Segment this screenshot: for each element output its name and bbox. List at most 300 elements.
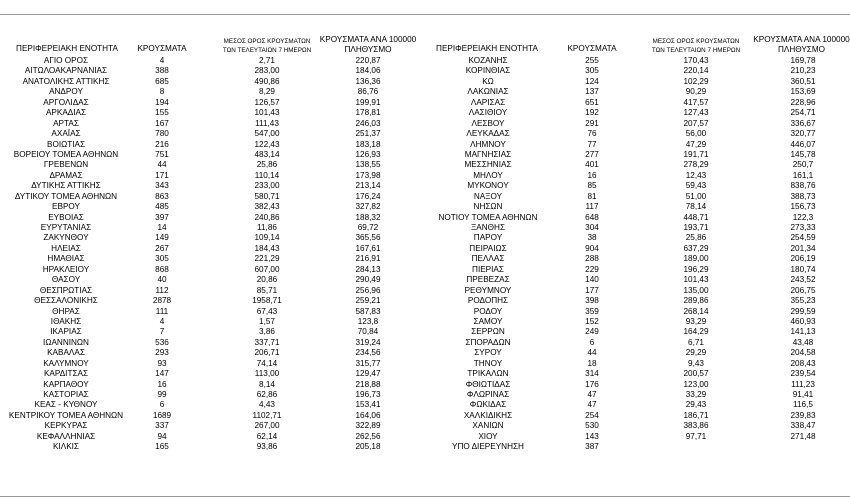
left-cases-value: 155	[155, 108, 169, 118]
right-per100k-value: 446,07	[790, 139, 816, 149]
left-cases-value: 16	[157, 379, 167, 389]
right-avg-7day-value: 33,29	[685, 390, 707, 399]
left-per100k-value: 290,49	[355, 275, 381, 285]
table-row	[0, 390, 850, 400]
right-avg-7day-value: 6,71	[688, 337, 704, 347]
left-per100k-value: 188,32	[355, 212, 381, 222]
left-per100k-value: 69,72	[357, 223, 379, 232]
right-cases-value: 651	[585, 97, 599, 107]
header-avg-right	[637, 37, 755, 55]
right-region-name: ΧΙΟΥ	[478, 431, 498, 441]
table-row	[0, 380, 850, 390]
right-per100k-value: 122,3	[792, 212, 814, 222]
right-region-name: ΜΗΛΟΥ	[473, 170, 503, 180]
right-region-name: ΠΙΕΡΙΑΣ	[472, 264, 504, 274]
right-per100k-value: 210,23	[790, 66, 816, 76]
table-row	[0, 223, 850, 233]
right-region-name: ΧΑΛΚΙΔΙΚΗΣ	[463, 410, 513, 420]
table-row	[0, 338, 850, 348]
left-cases-value: 149	[155, 233, 169, 243]
left-region-name: ΘΗΡΑΣ	[52, 306, 80, 316]
right-cases-value: 314	[585, 369, 599, 379]
right-avg-7day-value: 448,71	[683, 212, 709, 222]
left-avg-7day-value: 20,86	[256, 275, 278, 285]
table-row	[0, 411, 850, 421]
left-per100k-value: 246,03	[355, 118, 381, 128]
left-per100k-value: 167,61	[355, 243, 381, 253]
left-avg-7day-value: 1958,71	[252, 296, 282, 306]
right-region-name: ΚΟΖΑΝΗΣ	[468, 56, 508, 65]
left-per100k-value: 199,91	[355, 97, 381, 107]
table-row	[0, 77, 850, 87]
left-cases-value: 94	[157, 431, 167, 441]
right-cases-value: 305	[585, 66, 599, 76]
left-avg-7day-value: 580,71	[254, 191, 280, 201]
left-cases-value: 6	[159, 400, 165, 410]
left-per100k-value: 259,21	[355, 296, 381, 306]
right-per100k-value: 153,69	[790, 87, 816, 97]
right-per100k-value: 338,47	[790, 421, 816, 431]
left-cases-value: 4	[159, 56, 165, 65]
left-per100k-value: 173,98	[355, 170, 381, 180]
left-per100k-value: 153,41	[355, 400, 381, 410]
right-cases-value: 176	[585, 379, 599, 389]
right-region-name: ΜΕΣΣΗΝΙΑΣ	[464, 160, 512, 170]
left-cases-value: 40	[157, 275, 167, 285]
left-avg-7day-value: 25,86	[256, 160, 278, 170]
left-avg-7day-value: 109,14	[254, 233, 280, 243]
left-cases-value: 14	[157, 223, 167, 232]
left-region-name: ΚΕΝΤΡΙΚΟΥ ΤΟΜΕΑ ΑΘΗΝΩΝ	[8, 410, 124, 420]
left-region-name: ΙΩΑΝΝΙΝΩΝ	[43, 337, 89, 347]
right-cases-value: 76	[587, 129, 597, 139]
right-cases-value: 140	[585, 275, 599, 285]
left-region-name: ΚΑΡΔΙΤΣΑΣ	[43, 369, 89, 379]
left-region-name: ΔΥΤΙΚΟΥ ΤΟΜΕΑ ΑΘΗΝΩΝ	[14, 191, 118, 201]
table-row	[0, 307, 850, 317]
right-per100k-value: 360,51	[790, 76, 816, 86]
left-region-name: ΓΡΕΒΕΝΩΝ	[43, 160, 89, 170]
left-avg-7day-value: 8,14	[259, 379, 275, 389]
right-avg-7day-value: 29,43	[685, 400, 707, 410]
header-region-right: ΠΕΡΙΦΕΡΕΙΑΚΗ ΕΝΟΤΗΤΑ	[436, 44, 538, 53]
left-per100k-value: 251,37	[355, 129, 381, 139]
header-cases-right: ΚΡΟΥΣΜΑΤΑ	[567, 44, 617, 53]
right-avg-7day-value: 9,43	[688, 358, 704, 368]
left-avg-7day-value: 74,14	[256, 358, 278, 368]
right-per100k-value: 254,71	[790, 108, 816, 118]
left-region-name: ΚΕΑΣ - ΚΥΘΝΟΥ	[34, 400, 98, 410]
right-per100k-value: 838,76	[790, 181, 816, 191]
right-avg-7day-value: 289,86	[683, 296, 709, 306]
right-per100k-value: 206,19	[790, 254, 816, 264]
table-row	[0, 296, 850, 306]
right-cases-value: 255	[585, 56, 599, 65]
right-per100k-value: 388,73	[790, 191, 816, 201]
right-per100k-value: 299,59	[790, 306, 816, 316]
right-avg-7day-value: 47,29	[685, 139, 707, 149]
table-row	[0, 254, 850, 264]
right-per100k-value: 180,74	[790, 264, 816, 274]
left-avg-7day-value: 490,86	[254, 76, 280, 86]
left-region-name: ΑΡΚΑΔΙΑΣ	[45, 108, 87, 118]
left-cases-value: 8	[159, 87, 165, 97]
right-avg-7day-value: 127,43	[683, 108, 709, 118]
left-cases-value: 337	[155, 421, 169, 431]
left-cases-value: 4	[159, 316, 165, 326]
header-avg-left	[208, 37, 326, 55]
right-region-name: ΡΟΔΟΥ	[473, 306, 503, 316]
left-avg-7day-value: 62,86	[256, 390, 278, 399]
left-per100k-value: 70,84	[357, 327, 379, 337]
table-row	[0, 244, 850, 254]
right-avg-7day-value: 97,71	[685, 431, 707, 441]
table-row	[0, 202, 850, 212]
right-region-name: ΜΥΚΟΝΟΥ	[467, 181, 509, 191]
right-region-name: ΝΑΞΟΥ	[473, 191, 503, 201]
table-row	[0, 369, 850, 379]
right-per100k-value: 145,78	[790, 149, 816, 159]
left-per100k-value: 196,73	[355, 390, 381, 399]
right-cases-value: 288	[585, 254, 599, 264]
right-region-name: ΛΑΣΙΘΙΟΥ	[468, 108, 508, 118]
left-avg-7day-value: 221,29	[254, 254, 280, 264]
right-per100k-value: 161,1	[792, 170, 814, 180]
left-avg-7day-value: 483,14	[254, 149, 280, 159]
right-cases-value: 77	[587, 139, 597, 149]
header-per100k-right	[753, 35, 850, 55]
right-avg-7day-value: 101,43	[683, 275, 709, 285]
left-per100k-value: 284,13	[355, 264, 381, 274]
left-per100k-value: 136,36	[355, 76, 381, 86]
right-per100k-value: 239,83	[790, 410, 816, 420]
right-cases-value: 152	[585, 316, 599, 326]
header-per100k-left	[318, 35, 418, 55]
right-avg-7day-value: 637,29	[683, 243, 709, 253]
right-region-name: ΛΕΣΒΟΥ	[471, 118, 505, 128]
left-avg-7day-value: 184,43	[254, 243, 280, 253]
left-region-name: ΙΘΑΚΗΣ	[50, 316, 82, 326]
left-per100k-value: 213,14	[355, 181, 381, 191]
right-per100k-value: 460,93	[790, 316, 816, 326]
right-per100k-value: 204,58	[790, 348, 816, 358]
left-avg-7day-value: 337,71	[254, 337, 280, 347]
left-avg-7day-value: 267,00	[254, 421, 280, 431]
right-region-name: ΣΕΡΡΩΝ	[471, 327, 505, 337]
left-region-name: ΑΧΑΪΑΣ	[51, 129, 81, 139]
right-avg-7day-value: 123,00	[683, 379, 709, 389]
right-avg-7day-value: 56,00	[685, 129, 707, 139]
left-cases-value: 147	[155, 369, 169, 379]
right-avg-7day-value: 220,14	[683, 66, 709, 76]
right-cases-value: 304	[585, 223, 599, 232]
left-region-name: ΙΚΑΡΙΑΣ	[50, 327, 82, 337]
right-avg-7day-value: 200,57	[683, 369, 709, 379]
right-cases-value: 249	[585, 327, 599, 337]
right-per100k-value: 320,77	[790, 129, 816, 139]
table-row	[0, 442, 850, 452]
left-cases-value: 343	[155, 181, 169, 191]
left-per100k-value: 587,83	[355, 306, 381, 316]
left-cases-value: 267	[155, 243, 169, 253]
left-per100k-value: 315,77	[355, 358, 381, 368]
table-row	[0, 265, 850, 275]
right-avg-7day-value: 12,43	[685, 170, 707, 180]
right-region-name: ΣΠΟΡΑΔΩΝ	[465, 337, 511, 347]
right-region-name: ΚΩ	[482, 76, 494, 86]
table-row	[0, 400, 850, 410]
left-avg-7day-value: 4,43	[259, 400, 275, 410]
left-avg-7day-value: 85,71	[256, 285, 278, 295]
right-cases-value: 530	[585, 421, 599, 431]
left-region-name: ΑΝΑΤΟΛΙΚΗΣ ΑΤΤΙΚΗΣ	[22, 76, 110, 86]
right-region-name: ΠΕΛΛΑΣ	[471, 254, 505, 264]
right-per100k-value: 201,34	[790, 243, 816, 253]
right-cases-value: 291	[585, 118, 599, 128]
left-per100k-value: 327,82	[355, 202, 381, 212]
left-avg-7day-value: 62,14	[256, 431, 278, 441]
left-per100k-value: 216,91	[355, 254, 381, 264]
right-region-name: ΠΡΕΒΕΖΑΣ	[466, 275, 510, 285]
left-cases-value: 780	[155, 129, 169, 139]
right-cases-value: 85	[587, 181, 597, 191]
table-row	[0, 171, 850, 181]
right-avg-7day-value: 102,29	[683, 76, 709, 86]
right-per100k-value: 208,43	[790, 358, 816, 368]
right-per100k-value: 43,48	[792, 337, 814, 347]
left-avg-7day-value: 3,86	[259, 327, 275, 337]
table-row	[0, 275, 850, 285]
left-per100k-value: 205,18	[355, 442, 381, 452]
right-per100k-value: 206,75	[790, 285, 816, 295]
left-avg-7day-value: 1102,71	[252, 410, 282, 420]
left-cases-value: 685	[155, 76, 169, 86]
left-region-name: ΖΑΚΥΝΘΟΥ	[43, 233, 89, 243]
left-avg-7day-value: 67,43	[256, 306, 278, 316]
right-cases-value: 254	[585, 410, 599, 420]
right-per100k-value: 91,41	[792, 390, 814, 399]
left-region-name: ΚΕΡΚΥΡΑΣ	[44, 421, 88, 431]
top-rule	[0, 14, 850, 15]
left-avg-7day-value: 547,00	[254, 129, 280, 139]
table-row	[0, 359, 850, 369]
table-row	[0, 317, 850, 327]
right-per100k-value: 111,23	[791, 379, 815, 389]
table-row	[0, 432, 850, 442]
left-region-name: ΘΕΣΣΑΛΟΝΙΚΗΣ	[34, 296, 98, 306]
left-avg-7day-value: 8,29	[259, 87, 275, 97]
right-avg-7day-value: 135,00	[683, 285, 709, 295]
right-cases-value: 38	[587, 233, 597, 243]
left-region-name: ΗΡΑΚΛΕΙΟΥ	[42, 264, 90, 274]
right-region-name: ΜΑΓΝΗΣΙΑΣ	[464, 149, 512, 159]
left-cases-value: 216	[155, 139, 169, 149]
header-per100k-left-line1: ΚΡΟΥΣΜΑΤΑ ΑΝΑ 100000	[319, 35, 417, 44]
right-region-name: ΤΗΝΟΥ	[473, 358, 503, 368]
right-region-name: ΡΟΔΟΠΗΣ	[467, 296, 509, 306]
right-cases-value: 44	[587, 348, 597, 358]
right-avg-7day-value: 164,29	[683, 327, 709, 337]
right-avg-7day-value: 93,29	[685, 316, 707, 326]
right-region-name: ΧΑΝΙΩΝ	[472, 421, 504, 431]
left-region-name: ΔΥΤΙΚΗΣ ΑΤΤΙΚΗΣ	[31, 181, 101, 191]
table-row	[0, 119, 850, 129]
right-region-name: ΦΩΚΙΔΑΣ	[469, 400, 507, 410]
table-row	[0, 98, 850, 108]
right-region-name: ΛΕΥΚΑΔΑΣ	[466, 129, 510, 139]
left-region-name: ΘΕΣΠΡΩΤΙΑΣ	[39, 285, 93, 295]
left-region-name: ΔΡΑΜΑΣ	[49, 170, 83, 180]
header-avg-right-line2: ΤΩΝ ΤΕΛΕΥΤΑΙΩΝ 7 ΗΜΕΡΩΝ	[651, 47, 741, 54]
right-per100k-value: 239,54	[790, 369, 816, 379]
right-per100k-value: 254,59	[790, 233, 816, 243]
left-avg-7day-value: 93,86	[256, 442, 278, 452]
right-cases-value: 648	[585, 212, 599, 222]
left-per100k-value: 176,24	[355, 191, 381, 201]
table-row	[0, 140, 850, 150]
table-row	[0, 160, 850, 170]
right-per100k-value: 169,78	[790, 56, 816, 65]
left-cases-value: 868	[155, 264, 169, 274]
header-avg-right-line1: ΜΕΣΟΣ ΟΡΟΣ ΚΡΟΥΣΜΑΤΩΝ	[652, 38, 740, 45]
left-region-name: ΚΑΒΑΛΑΣ	[47, 348, 85, 358]
right-per100k-value: 228,96	[790, 97, 816, 107]
left-region-name: ΑΡΤΑΣ	[53, 118, 79, 128]
right-cases-value: 904	[585, 243, 599, 253]
right-per100k-value: 355,23	[790, 296, 816, 306]
right-cases-value: 359	[585, 306, 599, 316]
header-avg-left-line1: ΜΕΣΟΣ ΟΡΟΣ ΚΡΟΥΣΜΑΤΩΝ	[223, 38, 311, 45]
table-row	[0, 192, 850, 202]
table-row	[0, 286, 850, 296]
left-region-name: ΚΑΛΥΜΝΟΥ	[43, 358, 89, 368]
left-avg-7day-value: 122,43	[254, 139, 280, 149]
left-per100k-value: 234,56	[355, 348, 381, 358]
left-region-name: ΕΥΡΥΤΑΝΙΑΣ	[40, 223, 92, 232]
left-avg-7day-value: 206,71	[254, 348, 280, 358]
header-cases-left: ΚΡΟΥΣΜΑΤΑ	[137, 44, 187, 53]
table-row	[0, 129, 850, 139]
left-avg-7day-value: 283,00	[254, 66, 280, 76]
left-region-name: ΑΓΙΟ ΟΡΟΣ	[43, 56, 89, 65]
right-per100k-value: 156,73	[790, 202, 816, 212]
header-region-left: ΠΕΡΙΦΕΡΕΙΑΚΗ ΕΝΟΤΗΤΑ	[16, 44, 118, 53]
right-avg-7day-value: 268,14	[683, 306, 709, 316]
left-per100k-value: 256,96	[355, 285, 381, 295]
right-region-name: ΥΠΟ ΔΙΕΡΕΥΝΗΣΗ	[452, 442, 524, 452]
right-avg-7day-value: 186,71	[683, 410, 709, 420]
left-region-name: ΘΑΣΟΥ	[51, 275, 81, 285]
left-per100k-value: 178,81	[355, 108, 381, 118]
right-cases-value: 143	[585, 431, 599, 441]
right-region-name: ΝΟΤΙΟΥ ΤΟΜΕΑ ΑΘΗΝΩΝ	[438, 212, 538, 222]
right-region-name: ΦΘΙΩΤΙΔΑΣ	[465, 379, 511, 389]
left-per100k-value: 220,87	[355, 56, 381, 65]
left-region-name: ΚΙΛΚΙΣ	[52, 442, 79, 452]
right-cases-value: 47	[587, 390, 597, 399]
bottom-rule	[0, 496, 850, 497]
left-region-name: ΑΡΓΟΛΙΔΑΣ	[43, 97, 89, 107]
right-avg-7day-value: 207,57	[683, 118, 709, 128]
right-cases-value: 137	[585, 87, 599, 97]
left-cases-value: 167	[155, 118, 169, 128]
left-cases-value: 111	[155, 306, 169, 316]
right-avg-7day-value: 193,71	[683, 223, 709, 232]
right-avg-7day-value: 191,71	[683, 149, 709, 159]
left-cases-value: 485	[155, 202, 169, 212]
left-region-name: ΚΑΡΠΑΘΟΥ	[43, 379, 89, 389]
left-per100k-value: 126,93	[355, 149, 381, 159]
right-avg-7day-value: 189,00	[683, 254, 709, 264]
right-region-name: ΣΑΜΟΥ	[473, 316, 503, 326]
left-region-name: ΑΙΤΩΛΟΑΚΑΡΝΑΝΙΑΣ	[24, 66, 108, 76]
left-per100k-value: 365,56	[355, 233, 381, 243]
left-cases-value: 93	[157, 358, 167, 368]
left-region-name: ΕΥΒΟΙΑΣ	[48, 212, 84, 222]
right-cases-value: 277	[585, 149, 599, 159]
right-cases-value: 192	[585, 108, 599, 118]
left-cases-value: 194	[155, 97, 169, 107]
right-per100k-value: 271,48	[790, 431, 816, 441]
table-row	[0, 150, 850, 160]
left-region-name: ΗΛΕΙΑΣ	[51, 243, 81, 253]
left-avg-7day-value: 111,43	[255, 118, 279, 128]
table-row	[0, 233, 850, 243]
right-cases-value: 117	[585, 202, 599, 212]
header-per100k-left-line2: ΠΛΗΘΥΣΜΟ	[344, 45, 392, 54]
left-cases-value: 293	[155, 348, 169, 358]
right-per100k-value: 141,13	[790, 327, 816, 337]
left-per100k-value: 183,18	[355, 139, 381, 149]
right-avg-7day-value: 59,43	[685, 181, 707, 191]
right-cases-value: 124	[585, 76, 599, 86]
left-region-name: ΒΟΙΩΤΙΑΣ	[46, 139, 86, 149]
left-per100k-value: 262,56	[355, 431, 381, 441]
left-per100k-value: 164,06	[355, 410, 381, 420]
left-region-name: ΕΒΡΟΥ	[52, 202, 80, 212]
right-avg-7day-value: 51,00	[685, 191, 707, 201]
right-region-name: ΞΑΝΘΗΣ	[470, 223, 506, 232]
header-per100k-right-line2: ΠΛΗΘΥΣΜΟ	[777, 45, 826, 54]
cases-table	[0, 56, 850, 453]
left-cases-value: 165	[155, 442, 169, 452]
header-avg-left-line2: ΤΩΝ ΤΕΛΕΥΤΑΙΩΝ 7 ΗΜΕΡΩΝ	[222, 47, 312, 54]
left-region-name: ΒΟΡΕΙΟΥ ΤΟΜΕΑ ΑΘΗΝΩΝ	[13, 149, 119, 159]
left-avg-7day-value: 382,43	[254, 202, 280, 212]
left-per100k-value: 123,8	[357, 316, 379, 326]
right-cases-value: 177	[585, 285, 599, 295]
left-avg-7day-value: 101,43	[254, 108, 280, 118]
left-cases-value: 2878	[152, 296, 172, 306]
left-per100k-value: 322,89	[355, 421, 381, 431]
left-per100k-value: 184,06	[355, 66, 381, 76]
left-cases-value: 863	[155, 191, 169, 201]
left-cases-value: 99	[157, 390, 167, 399]
left-region-name: ΚΕΦΑΛΛΗΝΙΑΣ	[36, 431, 96, 441]
table-row	[0, 213, 850, 223]
right-region-name: ΝΗΣΩΝ	[473, 202, 503, 212]
left-per100k-value: 129,47	[355, 369, 381, 379]
table-row	[0, 108, 850, 118]
right-region-name: ΣΥΡΟΥ	[474, 348, 502, 358]
left-per100k-value: 138,55	[355, 160, 381, 170]
table-row	[0, 421, 850, 431]
left-avg-7day-value: 1,57	[259, 316, 275, 326]
right-region-name: ΠΑΡΟΥ	[473, 233, 503, 243]
left-cases-value: 112	[155, 285, 169, 295]
right-cases-value: 47	[587, 400, 597, 410]
right-cases-value: 401	[585, 160, 599, 170]
